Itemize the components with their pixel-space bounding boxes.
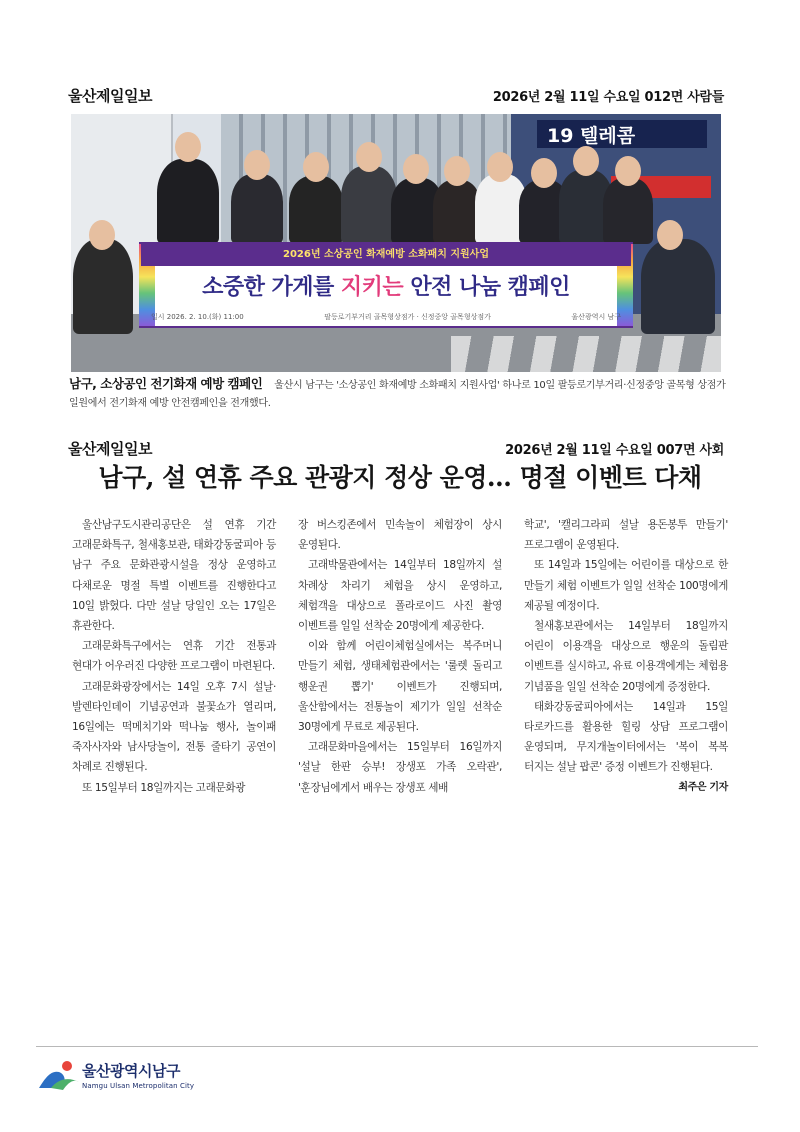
- article-headline: 남구, 설 연휴 주요 관광지 정상 운영… 명절 이벤트 다채: [98, 463, 702, 492]
- banner-subtitle: 2026년 소상공인 화재예방 소화패치 지원사업: [141, 244, 631, 266]
- person-head: [403, 154, 429, 184]
- page-header-article: [68, 438, 724, 459]
- person-head: [303, 152, 329, 182]
- banner-title: [141, 270, 631, 301]
- dateline: 2026년 2월 11일 수요일 007면 사회: [505, 443, 724, 458]
- caption-text: 울산시 남구는 '소상공인 화재예방 소화패치 지원사업' 하나로 10일 팔등로기부거리·신정중앙 골목형 상점가 일원에서 전기화재 예방 안전캠페인을 전개했다.: [69, 380, 726, 409]
- paragraph: 또 14일과 15일에는 어린이를 대상으로 한 만들기 체험 이벤트가 일일 선착순 100명에게 제공될 예정이다.: [524, 559, 728, 612]
- banner-title-part: 안전 나눔 캠페인: [403, 275, 570, 300]
- org-name-korean: 울산광역시남구: [82, 1062, 180, 1080]
- paragraph: 장 버스킹존에서 민속놀이 체험장이 상시 운영된다.: [298, 519, 502, 552]
- paragraph: 고래문화광장에서는 14일 오후 7시 설날·발렌타인데이 기념공연과 불꽃쇼가 열리며, 16일에는 떡메치기와 떡나눔 행사, 놀이패 죽자사자와 남사당놀이, 전통 줄타기 공연이 차례로 진행된다.: [72, 680, 276, 774]
- banner-place: 팔등로기부거리 골목형상점가 · 신정중앙 골목형상점가: [324, 313, 491, 321]
- byline: 최주은 기자: [678, 781, 728, 793]
- paragraph: 이와 함께 어린이체험실에서는 복주머니 만들기 체험, 생태체험관에서는 '룰렛 돌리고 행운권 뽑기' 이벤트가 진행되며, 울산함에서는 전통놀이 제기가 일일 선착순 30명에게 무료로 제공된다.: [298, 640, 502, 734]
- footer-divider: [36, 1046, 758, 1047]
- person-figure: [157, 159, 219, 244]
- store-sign: 19 텔레콤: [537, 120, 707, 148]
- article-body: [72, 515, 728, 798]
- footer-logo-text: [82, 1060, 194, 1090]
- campaign-banner: [139, 242, 633, 328]
- org-name-english: Namgu Ulsan Metropolitan City: [82, 1082, 195, 1090]
- person-figure: [641, 239, 715, 334]
- person-figure: [231, 174, 283, 244]
- article-column-1: [72, 515, 276, 798]
- person-head: [444, 156, 470, 186]
- person-head: [356, 142, 382, 172]
- person-figure: [433, 180, 481, 244]
- article-column-3: [524, 515, 728, 798]
- banner-title-part: 소중한 가게를: [202, 275, 341, 300]
- namgu-logo-icon: [37, 1058, 81, 1092]
- dateline: 2026년 2월 11일 수요일 012면 사람들: [492, 90, 724, 105]
- publication-name: 울산제일일보: [68, 87, 152, 105]
- caption-title: 남구, 소상공인 전기화재 예방 캠페인: [69, 376, 263, 391]
- paragraph: 태화강동굴피아에서는 14일과 15일 타로카드를 활용한 힐링 상담 프로그램이 운영되며, 무지개놀이터에서는 '복이 복복 터지는 설날 팝콘' 증정 이벤트가 진행된다.: [524, 700, 728, 774]
- article-column-2: [298, 515, 502, 798]
- paragraph: 울산남구도시관리공단은 설 연휴 기간 고래문화특구, 철새홍보관, 태화강동굴피아 등 남구 주요 문화관광시설을 정상 운영하고 다채로운 명절 특별 이벤트를 진행한다고 10일 밝혔다. 다만 설날 당일인 오는 17일은 휴관한다.: [72, 519, 276, 633]
- paragraph: 철새홍보관에서는 14일부터 18일까지 어린이 이용객을 대상으로 행운의 돌림판 이벤트를 실시하고, 유료 이용객에게는 체험용 기념품을 일일 선착순 20명에게 증정한다.: [524, 620, 728, 693]
- paragraph: 학교', '캘리그라피 설날 용돈봉투 만들기' 프로그램이 운영된다.: [524, 519, 728, 552]
- person-head: [89, 220, 115, 250]
- person-head: [531, 158, 557, 188]
- publication-name: 울산제일일보: [68, 440, 152, 458]
- person-head: [657, 220, 683, 250]
- banner-org: 울산광역시 남구: [571, 313, 621, 321]
- person-head: [175, 132, 201, 162]
- paragraph: 고래문화마을에서는 15일부터 16일까지 '설날 한판 승부! 장생포 가족 오락관', '훈장님에게서 배우는 장생포 세배: [298, 741, 502, 794]
- banner-date: 일시 2026. 2. 10.(화) 11:00: [151, 313, 244, 321]
- page-header-top: [68, 85, 724, 106]
- person-figure: [73, 239, 133, 334]
- person-head: [487, 152, 513, 182]
- paragraph: 고래박물관에서는 14일부터 18일까지 설 차례상 차리기 체험을 상시 운영하고, 체험객을 대상으로 폴라로이드 사진 촬영 이벤트를 일일 선착순 20명에게 제공한다.: [298, 559, 502, 633]
- person-figure: [289, 176, 343, 244]
- campaign-photo: [71, 114, 721, 372]
- person-figure: [603, 178, 653, 244]
- person-figure: [341, 166, 397, 244]
- photo-crosswalk: [451, 336, 721, 372]
- paragraph: 고래문화특구에서는 연휴 기간 전통과 현대가 어우러진 다양한 프로그램이 마련된다.: [72, 640, 276, 673]
- person-head: [573, 146, 599, 176]
- photo-caption: [69, 375, 729, 413]
- banner-title-highlight: 지키는: [340, 275, 404, 300]
- banner-footer: [151, 312, 621, 322]
- paragraph: 또 15일부터 18일까지는 고래문화광: [82, 781, 246, 794]
- person-head: [244, 150, 270, 180]
- person-head: [615, 156, 641, 186]
